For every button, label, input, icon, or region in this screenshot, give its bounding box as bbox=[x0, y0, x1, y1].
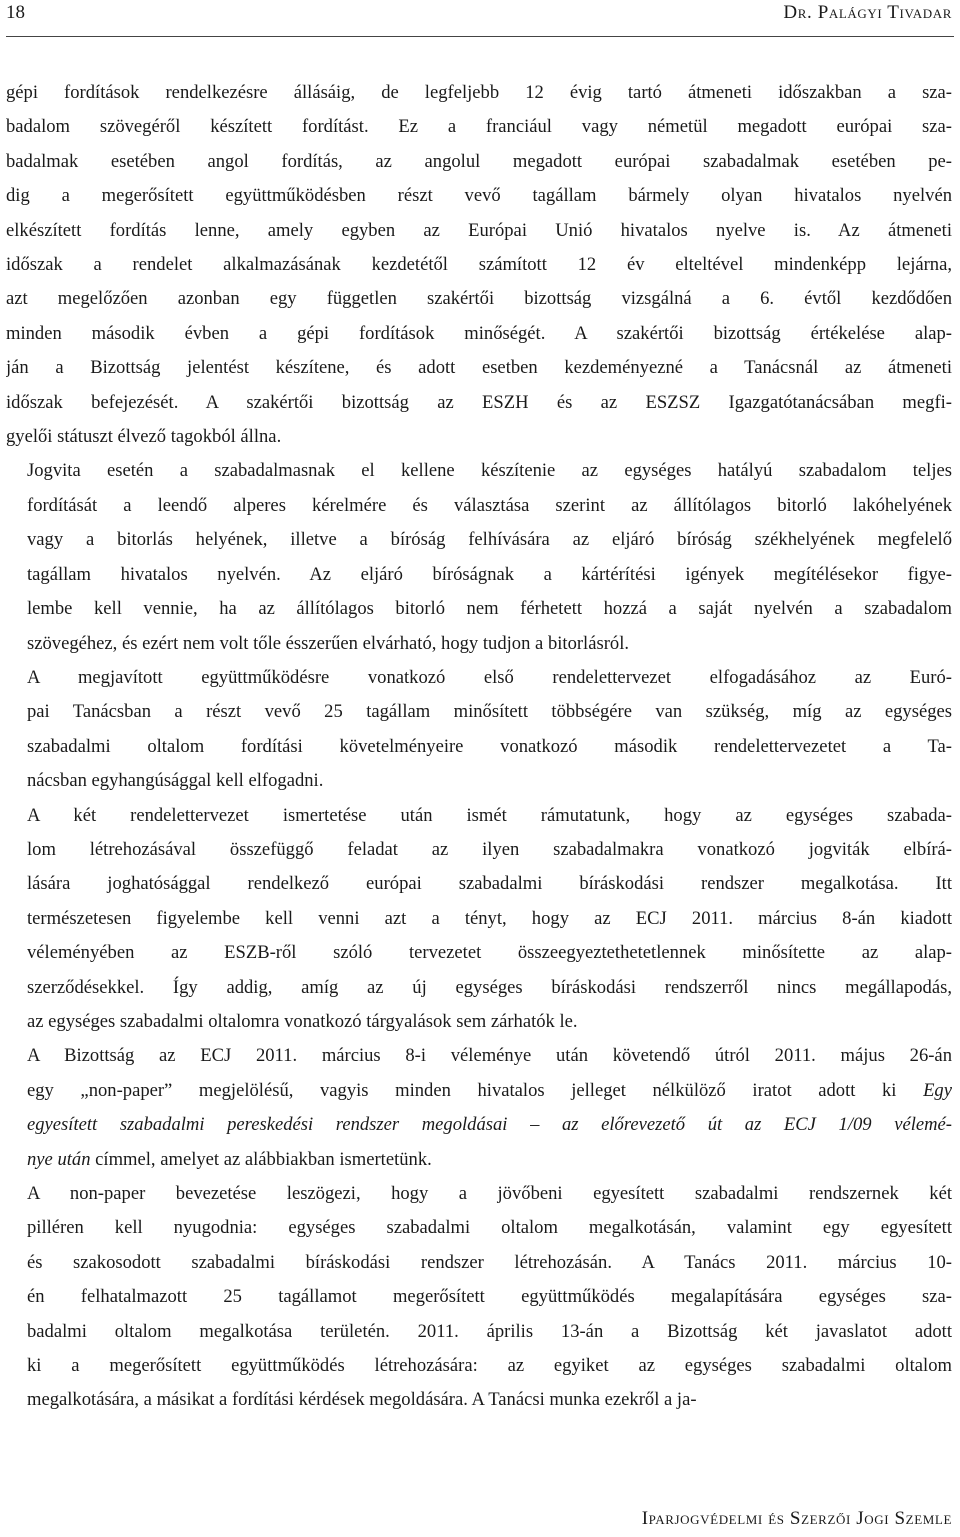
paragraph bbox=[6, 1039, 952, 1177]
paragraph bbox=[6, 1177, 952, 1418]
text-line: azt megelőzően azonban egy független szakértői bizottság vizsgálná a 6. évtől kezdődően bbox=[6, 288, 952, 310]
running-head-author: Dr. Palágyi Tivadar bbox=[783, 2, 952, 23]
header-rule bbox=[6, 36, 954, 37]
text-line: én felhatalmazott 25 tagállamot megerősített együttműködés megalapítására egységes sza- bbox=[27, 1286, 952, 1308]
text-line: és szakosodott szabadalmi bíráskodási rendszer létrehozásán. A Tanács 2011. március 10- bbox=[27, 1251, 952, 1273]
text-line: lom létrehozásával összefüggő feladat az ilyen szabadalmakra vonatkozó jogviták elbírá- bbox=[27, 838, 952, 860]
text-line: A megjavított együttműködésre vonatkozó első rendelettervezet elfogadásához az Euró- bbox=[27, 666, 952, 688]
text-line: az egységes szabadalmi oltalomra vonatkozó tárgyalások sem zárhatók le. bbox=[27, 1010, 578, 1032]
text-line: gépi fordítások rendelkezésre állásáig, de legfeljebb 12 évig tartó átmeneti időszakban a sza- bbox=[6, 82, 952, 103]
text-line: nye után címmel, amelyet az alábbiakban ismertetünk. bbox=[27, 1148, 432, 1170]
paragraph bbox=[6, 76, 952, 454]
text-line: Jogvita esetén a szabadalmasnak el kellene készítenie az egységes hatályú szabadalom teljes bbox=[27, 460, 952, 482]
text-line: nácsban egyhangúsággal kell elfogadni. bbox=[27, 770, 324, 792]
text-line: időszak befejezését. A szakértői bizottság az ESZH és az ESZSZ Igazgatótanácsában megfi- bbox=[6, 391, 952, 413]
text-line: véleményében az ESZB-ről szóló tervezetet összeegyeztethetetlennek minősítette az alap- bbox=[27, 942, 952, 964]
text-line: természetesen figyelembe kell venni azt a tényt, hogy az ECJ 2011. március 8-án kiadott bbox=[27, 907, 952, 929]
text-line: időszak a rendelet alkalmazásának kezdetétől számított 12 év elteltével mindenképp lejárna, bbox=[6, 254, 952, 276]
text-line: egy „non-paper” megjelölésű, vagyis minden hivatalos jelleget nélkülöző iratot adott ki Egy bbox=[27, 1079, 952, 1101]
text-line: szövegéhez, és ezért nem volt tőle ésszerűen elvárható, hogy tudjon a bitorlásról. bbox=[27, 632, 630, 654]
text-line: lására joghatósággal rendelkező európai szabadalmi bíráskodási rendszer megalkotása. Itt bbox=[27, 873, 952, 895]
text-line: gyelői státuszt élvező tagokból állna. bbox=[6, 426, 282, 448]
text-line: egyesített szabadalmi pereskedési rendszer megoldásai – az előrevezető út az ECJ 1/09 vélemé- bbox=[27, 1114, 952, 1136]
text-line: szabadalmi oltalom fordítási követelményeire vonatkozó második rendelettervezetet a Ta- bbox=[27, 735, 952, 757]
paragraph bbox=[6, 661, 952, 799]
text-line: pilléren kell nyugodnia: egységes szabadalmi oltalom megalkotásán, valamint egy egyesített bbox=[27, 1217, 952, 1239]
paragraph bbox=[6, 799, 952, 1040]
text-line: ki a megerősített együttműködés létrehozására: az egyiket az egységes szabadalmi oltalom bbox=[27, 1355, 952, 1377]
page-header bbox=[0, 0, 960, 30]
text-line: megalkotására, a másikat a fordítási kérdések megoldására. A Tanácsi munka ezekről a ja- bbox=[27, 1389, 697, 1411]
text-line: lembe kell vennie, ha az állítólagos bitorló nem férhetett hozzá a saját nyelvén a szabadalom bbox=[27, 598, 952, 620]
text-line: pai Tanácsban a részt vevő 25 tagállam minősített többségére van szükség, míg az egységes bbox=[27, 701, 952, 723]
text-line: elkészített fordítás lenne, amely egyben az Európai Unió hivatalos nyelve is. Az átmeneti bbox=[6, 219, 952, 241]
text-line: A Bizottság az ECJ 2011. március 8-i véleménye után követendő útról 2011. május 26-án bbox=[27, 1045, 952, 1067]
text-line: vagy a bitorlás helyének, illetve a bíróság felhívására az eljáró bíróság székhelyének megfelelő bbox=[27, 529, 952, 551]
page-number: 18 bbox=[6, 2, 25, 23]
article-body bbox=[6, 76, 952, 1418]
text-line: ján a Bizottság jelentést készítene, és adott esetben kezdeményezné a Tanácsnál az átmeneti bbox=[6, 357, 952, 379]
text-line: minden második évben a gépi fordítások minőségét. A szakértői bizottság értékelése alap- bbox=[6, 322, 952, 344]
text-line: badalmak esetében angol fordítás, az angolul megadott európai szabadalmak esetében pe- bbox=[6, 150, 952, 172]
text-line: badalmi oltalom megalkotása területén. 2011. április 13-án a Bizottság két javaslatot adott bbox=[27, 1320, 952, 1342]
text-line: tagállam hivatalos nyelvén. Az eljáró bíróságnak a kártérítési igények megítélésekor figye- bbox=[27, 563, 952, 585]
running-foot-journal: Iparjogvédelmi és Szerzői Jogi Szemle bbox=[641, 1508, 952, 1529]
text-line: A non-paper bevezetése leszögezi, hogy a jövőbeni egyesített szabadalmi rendszernek két bbox=[27, 1183, 952, 1204]
text-line: badalom szövegéről készített fordítást. Ez a franciául vagy németül megadott európai sza- bbox=[6, 116, 952, 138]
text-line: dig a megerősített együttműködésben részt vevő tagállam bármely olyan hivatalos nyelvén bbox=[6, 185, 952, 207]
paragraph bbox=[6, 454, 952, 660]
text-line: szerződésekkel. Így addig, amíg az új egységes bíráskodási rendszerről nincs megállapodás, bbox=[27, 976, 952, 998]
text-line: fordítását a leendő alperes kérelmére és választása szerint az állítólagos bitorló lakóhelyének bbox=[27, 494, 952, 516]
text-line: A két rendelettervezet ismertetése után ismét rámutatunk, hogy az egységes szabada- bbox=[27, 804, 952, 826]
